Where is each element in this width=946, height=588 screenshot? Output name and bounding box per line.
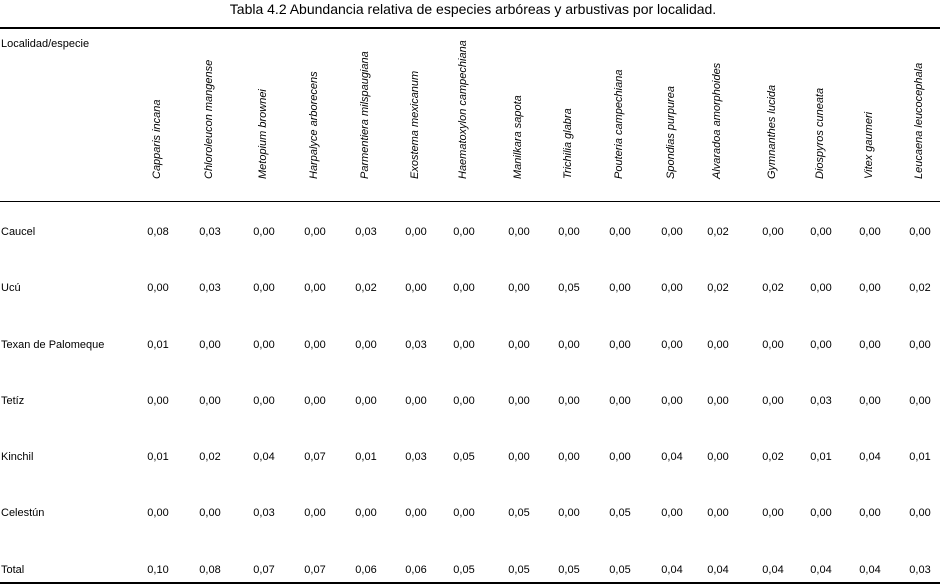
table-cell: 0,07 [304,564,326,576]
table-cell: 0,02 [707,226,729,238]
table-cell: 0,06 [355,564,377,576]
table-cell: 0,05 [508,564,530,576]
table-cell: 0,00 [453,507,475,519]
table-cell: 0,03 [810,395,832,407]
column-header-label: Leucaena leucocephala [913,62,925,179]
table-cell: 0,00 [508,339,530,351]
table-cell: 0,00 [707,339,729,351]
table-cell: 0,03 [355,226,377,238]
row-label: Celestún [1,507,45,519]
table-cell: 0,00 [810,507,832,519]
table-cell: 0,03 [405,451,427,463]
table-cell: 0,00 [558,507,580,519]
table-cell: 0,01 [147,451,169,463]
table-cell: 0,03 [253,507,275,519]
corner-header: Localidad/especie [1,38,90,50]
table-cell: 0,00 [609,451,631,463]
table-cell: 0,00 [707,507,729,519]
table-cell: 0,04 [661,451,683,463]
table-cell: 0,00 [405,507,427,519]
row-label: Ucú [1,282,21,294]
column-header-label: Metopium brownei [257,89,269,179]
table-cell: 0,00 [405,282,427,294]
table-cell: 0,03 [909,564,931,576]
table-cell: 0,00 [508,451,530,463]
table-cell: 0,00 [558,395,580,407]
table-bottom-rule [0,582,940,584]
table-cell: 0,00 [558,226,580,238]
table-cell: 0,00 [355,507,377,519]
table-cell: 0,00 [609,282,631,294]
table-cell: 0,00 [253,395,275,407]
table-cell: 0,01 [909,451,931,463]
table-cell: 0,10 [147,564,169,576]
table-cell: 0,07 [304,451,326,463]
table-cell: 0,00 [762,226,784,238]
table-cell: 0,04 [762,564,784,576]
table-cell: 0,02 [909,282,931,294]
table-cell: 0,00 [609,395,631,407]
table-cell: 0,00 [199,339,221,351]
column-header-label: Haematoxylon campechiana [457,40,469,179]
table-cell: 0,04 [707,564,729,576]
table-cell: 0,00 [304,226,326,238]
table-cell: 0,00 [859,282,881,294]
table-cell: 0,00 [661,226,683,238]
row-label: Tetíz [1,395,25,407]
table-cell: 0,00 [661,507,683,519]
table-title: Tabla 4.2 Abundancia relativa de especies arbóreas y arbustivas por localidad. [229,1,717,17]
column-header-label: Manilkara sapota [512,95,524,179]
header-separator-rule [0,201,940,202]
table-top-rule [0,27,940,29]
column-header-label: Alvaradoa amorphoides [711,62,723,179]
table-cell: 0,04 [810,564,832,576]
table-cell: 0,00 [609,226,631,238]
table-cell: 0,00 [762,507,784,519]
table-cell: 0,05 [453,451,475,463]
table-cell: 0,00 [304,282,326,294]
table-cell: 0,00 [199,507,221,519]
column-header-label: Harpalyce arborecens [308,71,320,179]
table-cell: 0,00 [661,282,683,294]
table-cell: 0,00 [707,395,729,407]
table-cell: 0,00 [558,339,580,351]
table-cell: 0,00 [253,226,275,238]
table-cell: 0,00 [909,395,931,407]
table-cell: 0,00 [147,507,169,519]
table-cell: 0,05 [508,507,530,519]
table-cell: 0,00 [355,339,377,351]
row-label: Kinchil [1,451,34,463]
table-cell: 0,00 [453,395,475,407]
table-cell: 0,01 [810,451,832,463]
table-cell: 0,00 [508,282,530,294]
table-cell: 0,00 [304,507,326,519]
table-cell: 0,00 [508,395,530,407]
row-label: Caucel [1,226,36,238]
table-cell: 0,03 [199,226,221,238]
table-cell: 0,03 [405,339,427,351]
table-cell: 0,00 [909,507,931,519]
table-cell: 0,00 [859,226,881,238]
table-cell: 0,05 [609,507,631,519]
column-header-label: Pouteria campechiana [613,69,625,179]
table-cell: 0,00 [707,451,729,463]
table-cell: 0,00 [453,282,475,294]
table-cell: 0,00 [405,226,427,238]
table-cell: 0,02 [707,282,729,294]
table-cell: 0,00 [304,339,326,351]
table-cell: 0,00 [762,339,784,351]
table-cell: 0,00 [199,395,221,407]
table-cell: 0,05 [558,564,580,576]
table-cell: 0,08 [147,226,169,238]
table-cell: 0,00 [147,395,169,407]
table-cell: 0,00 [909,226,931,238]
table-cell: 0,00 [453,226,475,238]
table-cell: 0,04 [859,451,881,463]
table-cell: 0,05 [453,564,475,576]
table-cell: 0,04 [253,451,275,463]
table-cell: 0,00 [405,395,427,407]
table-cell: 0,00 [859,339,881,351]
column-header-label: Trichilia glabra [562,108,574,179]
column-header-label: Gymnanthes lucida [766,84,778,179]
table-cell: 0,00 [253,282,275,294]
table-cell: 0,00 [909,339,931,351]
table-cell: 0,01 [355,451,377,463]
column-header-label: Exostema mexicanum [409,70,421,179]
table-cell: 0,00 [609,339,631,351]
table-cell: 0,02 [762,282,784,294]
table-cell: 0,03 [199,282,221,294]
table-cell: 0,07 [253,564,275,576]
table-cell: 0,04 [661,564,683,576]
table-cell: 0,05 [558,282,580,294]
table-cell: 0,00 [661,339,683,351]
table-cell: 0,00 [859,507,881,519]
table-cell: 0,00 [508,226,530,238]
table-cell: 0,00 [304,395,326,407]
table-cell: 0,00 [859,395,881,407]
column-header-label: Spondias purpurea [665,86,677,179]
table-cell: 0,00 [762,395,784,407]
table-cell: 0,00 [558,451,580,463]
table-cell: 0,02 [762,451,784,463]
table-cell: 0,00 [253,339,275,351]
row-label: Texan de Palomeque [1,339,105,351]
column-header-label: Parmentiera milspaugiana [359,51,371,179]
table-cell: 0,01 [147,339,169,351]
table-cell: 0,02 [199,451,221,463]
table-cell: 0,00 [355,395,377,407]
table-cell: 0,08 [199,564,221,576]
column-header-label: Vitex gaumeri [863,111,875,179]
table-cell: 0,00 [810,226,832,238]
row-label: Total [1,564,25,576]
table-cell: 0,02 [355,282,377,294]
table-cell: 0,00 [453,339,475,351]
column-header-label: Capparis incana [151,99,163,179]
table-cell: 0,04 [859,564,881,576]
table-cell: 0,00 [810,282,832,294]
column-header-label: Diospyros cuneata [814,87,826,179]
table-cell: 0,05 [609,564,631,576]
column-header-label: Chloroleucon mangense [203,59,215,179]
table-cell: 0,00 [147,282,169,294]
table-cell: 0,06 [405,564,427,576]
table-cell: 0,00 [661,395,683,407]
table-cell: 0,00 [810,339,832,351]
